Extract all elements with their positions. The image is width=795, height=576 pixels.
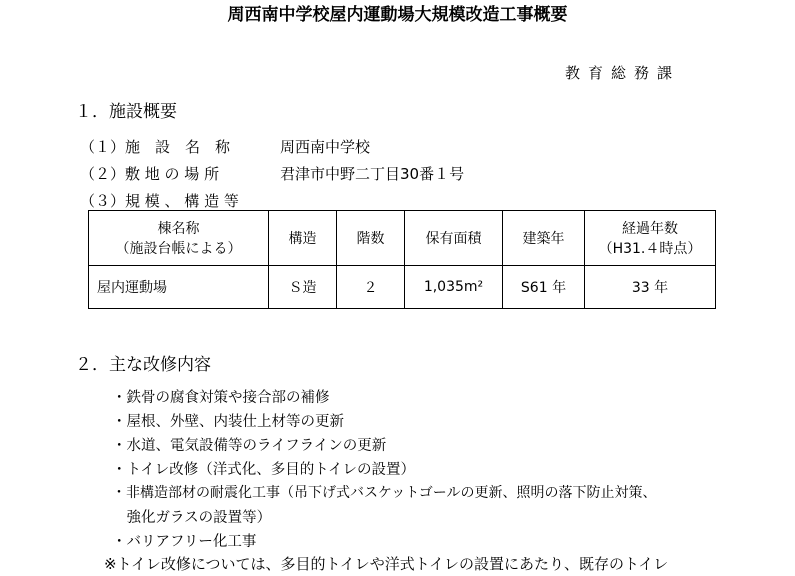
cell-structure: Ｓ造 [269, 266, 337, 309]
list-item: ・トイレ改修（洋式化、多目的トイレの設置） [112, 462, 416, 478]
table-row [89, 266, 716, 309]
document-title: 周西南中学校屋内運動場大規模改造工事概要 [227, 5, 568, 25]
facility-table [88, 210, 716, 309]
list-item: ・バリアフリー化工事 [112, 534, 257, 550]
list-item: ・鉄骨の腐食対策や接合部の補修 [112, 390, 330, 406]
facility-name-row [80, 136, 370, 157]
header-structure: 構造 [269, 211, 337, 266]
list-item: 強化ガラスの設置等） [112, 510, 272, 526]
cell-floor-area: 1,035m² [405, 266, 503, 309]
note-text: ※トイレ改修については、多目的トイレや洋式トイレの設置にあたり、既存のトイレ [104, 555, 669, 573]
header-elapsed-years [585, 211, 716, 266]
list-item: ・屋根、外壁、内装仕上材等の更新 [112, 414, 344, 430]
facility-name-label: （１）施 設 名 称 [80, 138, 231, 156]
cell-elapsed-years: 33 年 [585, 266, 716, 309]
site-location-value: 君津市中野二丁目30番１号 [280, 165, 465, 183]
header-building-name [89, 211, 269, 266]
list-item: ・水道、電気設備等のライフラインの更新 [112, 438, 387, 454]
header-floor-area: 保有面積 [405, 211, 503, 266]
site-location-label: （２）敷 地 の 場 所 [80, 165, 220, 183]
section2-heading: ２．主な改修内容 [75, 355, 211, 375]
section1-heading: １．施設概要 [75, 102, 177, 122]
header-floors: 階数 [337, 211, 405, 266]
cell-floors: ２ [337, 266, 405, 309]
cell-building-name: 屋内運動場 [89, 266, 269, 309]
department-name: 教育総務課 [565, 64, 681, 82]
table-header-row [89, 211, 716, 266]
header-elapsed-years-line2: （H31.４時点） [598, 241, 702, 257]
header-elapsed-years-line1: 経過年数 [622, 221, 678, 237]
header-built-year: 建築年 [503, 211, 585, 266]
cell-built-year: S61 年 [503, 266, 585, 309]
header-building-name-line1: 棟名称 [157, 221, 200, 237]
list-item: ・非構造部材の耐震化工事（吊下げ式バスケットゴールの更新、照明の落下防止対策、 [112, 485, 657, 501]
scale-structure-label: （３）規 模 、 構 造 等 [80, 192, 239, 210]
facility-name-value: 周西南中学校 [280, 138, 371, 156]
site-location-row [80, 163, 464, 184]
scale-structure-row [80, 190, 280, 211]
header-building-name-line2: （施設台帳による） [115, 241, 242, 257]
